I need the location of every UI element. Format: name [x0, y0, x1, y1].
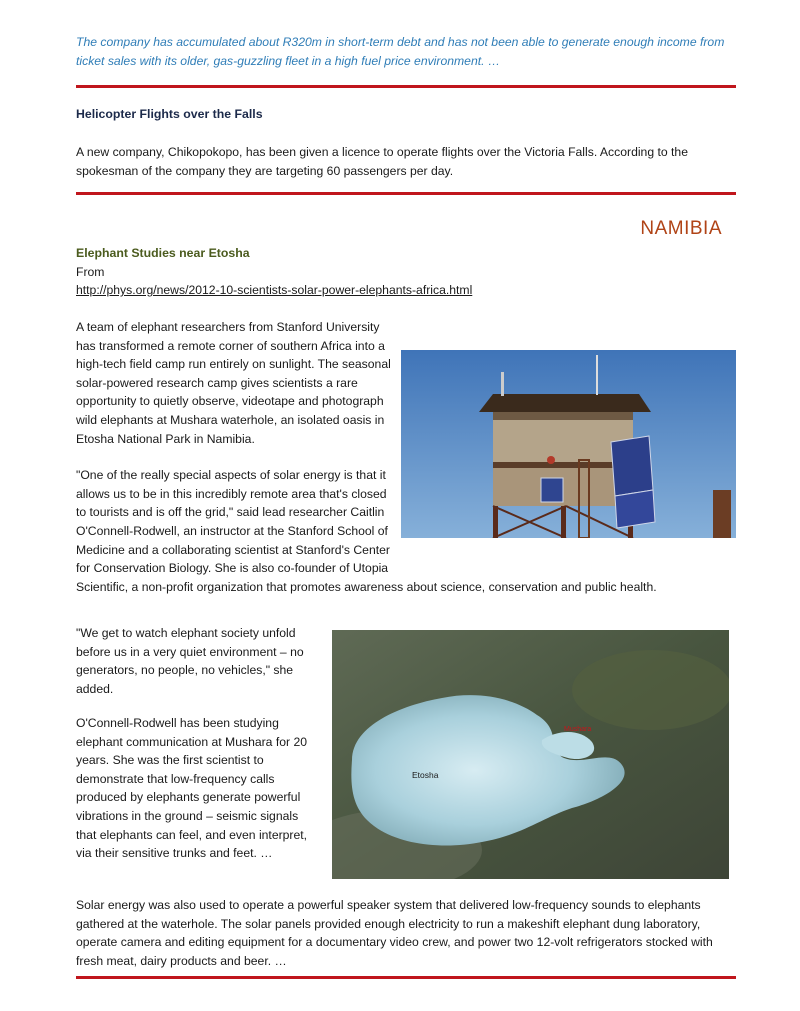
intro-paragraph: The company has accumulated about R320m in short-term debt and has not been able to generate enough income from ticket sales with its older, gas-guzzling fleet in a high fuel price environment. … [76, 35, 725, 68]
section-divider [76, 85, 736, 88]
solar-paragraph: Solar energy was also used to operate a powerful speaker system that delivered low-frequency sounds to elephants gathered at the waterhole. The solar panels provided enough electricity to run a makeshift elephant dung laboratory, operate camera and editing equipment for a documentary video crew, and power two 12-volt refrigerators stocked with fresh meat, dairy products and beer. … [76, 898, 713, 968]
map-label-marker: Mushara [564, 726, 592, 733]
section-divider-bottom [76, 976, 736, 979]
article-paragraph: "One of the really special aspects of solar energy is that it allows us to be in this incredibly remote area that's closed to tourists and is off the grid," said lead researcher Caitlin O'Connell-Rodwell, an instructor at the Stanford School of Medicine and a collaborating scientist at Stanford's Center for Conservation Biology. She is also co-founder of Utopia Scientific, a non-profit organization that promotes awareness about science, conservation and public health. [76, 468, 657, 594]
article-paragraph: A team of elephant researchers from Stanford University has transformed a remote corner of southern Africa into a high-tech field camp run entirely on sunlight. The seasonal solar-powered research camp gives scientists a rare opportunity to quietly observe, videotape and photograph wild elephants at Mushara waterhole, an isolated oasis in Etosha National Park in Namibia. [76, 320, 391, 446]
from-label: From [76, 265, 105, 279]
source-link[interactable]: http://phys.org/news/2012-10-scientists-solar-power-elephants-africa.html [76, 283, 473, 297]
helicopter-body: A new company, Chikopokopo, has been given a licence to operate flights over the Victoria Falls. According to the spokesman of the company they are targeting 60 passengers per day. [76, 145, 688, 178]
section-title-namibia: NAMIBIA [640, 218, 722, 239]
source-link-wrap [76, 281, 472, 300]
etosha-map-svg [332, 630, 729, 879]
elephant-heading: Elephant Studies near Etosha [76, 246, 250, 260]
tower-photo [401, 350, 736, 538]
research-paragraph: O'Connell-Rodwell has been studying elephant communication at Mushara for 20 years. She was the first scientist to demonstrate that low-frequency calls produced by elephants generate powerful vibrations in the ground – seismic signals that elephants can feel, and even interpret, via their sensitive trunks and feet. … [76, 716, 308, 861]
section-divider [76, 192, 736, 195]
document-page [76, 0, 736, 1011]
etosha-satellite-map [332, 630, 729, 879]
tower-photo-svg [401, 350, 736, 538]
map-label-etosha: Etosha [412, 770, 439, 780]
helicopter-heading: Helicopter Flights over the Falls [76, 107, 263, 121]
quote-paragraph: "We get to watch elephant society unfold before us in a very quiet environment – no generators, no people, no vehicles," she added. [76, 626, 304, 696]
